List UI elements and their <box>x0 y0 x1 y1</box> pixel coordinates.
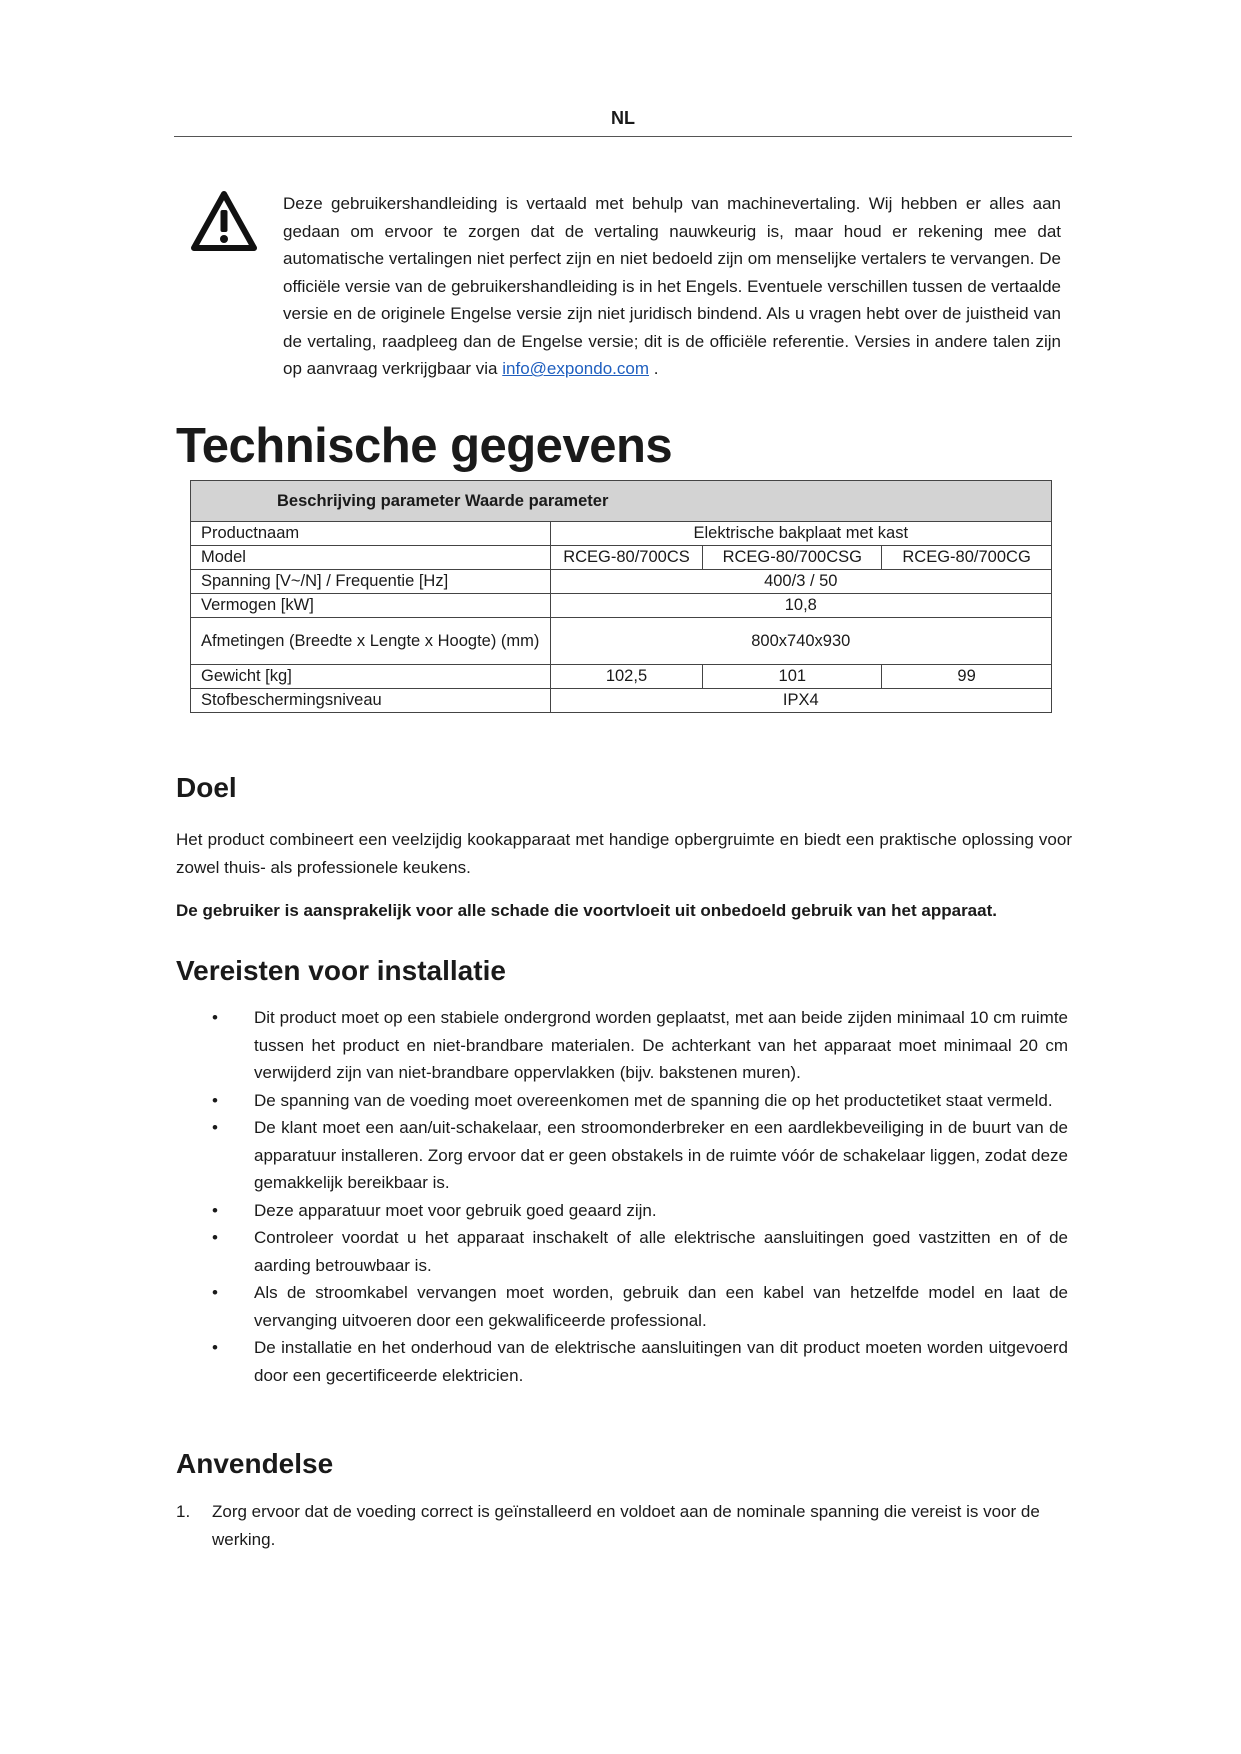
list-item-text: Dit product moet op een stabiele ondergrond worden geplaatst, met aan beide zijden minimaal 10 cm ruimte tussen het product en niet-brandbare materialen. De achterkant van het apparaat moet minimaal 20 cm verwijderd zijn van niet-brandbare oppervlakken (bijv. bakstenen muren). <box>254 1008 1068 1082</box>
list-item-text: De spanning van de voeding moet overeenkomen met de spanning die op het productetiket staat vermeld. <box>254 1090 1053 1110</box>
row-label: Stofbeschermingsniveau <box>191 689 551 713</box>
bullet: • <box>212 1228 218 1247</box>
table-row <box>191 665 1052 689</box>
bullet: • <box>212 1118 218 1137</box>
list-item <box>176 1334 1068 1389</box>
row-value: 400/3 / 50 <box>550 570 1051 594</box>
translation-notice <box>283 190 1061 383</box>
installation-heading: Vereisten voor installatie <box>176 955 506 986</box>
list-number: 1. <box>176 1502 191 1521</box>
row-value: RCEG-80/700CSG <box>703 546 882 570</box>
list-item <box>176 1498 1068 1553</box>
list-item <box>176 1197 1068 1225</box>
row-label: Gewicht [kg] <box>191 665 551 689</box>
warning-icon <box>190 190 258 252</box>
list-item <box>176 1087 1068 1115</box>
technical-data-table <box>190 480 1052 713</box>
row-value: RCEG-80/700CG <box>882 546 1052 570</box>
list-item-text: Deze apparatuur moet voor gebruik goed geaard zijn. <box>254 1200 657 1220</box>
doel-liability-text: De gebruiker is aansprakelijk voor alle schade die voortvloeit uit onbedoeld gebruik van het apparaat. <box>176 901 997 920</box>
row-value: 99 <box>882 665 1052 689</box>
bullet: • <box>212 1338 218 1357</box>
row-value: 800x740x930 <box>550 618 1051 665</box>
row-value: 101 <box>703 665 882 689</box>
row-value: RCEG-80/700CS <box>550 546 703 570</box>
row-label: Spanning [V~/N] / Frequentie [Hz] <box>191 570 551 594</box>
bullet: • <box>212 1090 218 1110</box>
bullet: • <box>212 1200 218 1220</box>
row-value: Elektrische bakplaat met kast <box>550 522 1051 546</box>
table-row <box>191 570 1052 594</box>
list-item <box>176 1224 1068 1279</box>
doel-heading: Doel <box>176 772 237 803</box>
usage-list <box>176 1498 1068 1553</box>
list-item <box>176 1279 1068 1334</box>
row-label: Productnaam <box>191 522 551 546</box>
list-item-text: Als de stroomkabel vervangen moet worden, gebruik dan een kabel van hetzelfde model en laat de vervanging uitvoeren door een gekwalificeerde professional. <box>254 1283 1068 1330</box>
notice-text: Deze gebruikershandleiding is vertaald met behulp van machinevertaling. Wij hebben er alles aan gedaan om ervoor te zorgen dat de vertaling nauwkeurig is, maar houd er rekening mee dat automatische vertalingen niet perfect zijn en niet bedoeld zijn om menselijke vertalers te vervangen. De officiële versie van de gebruikershandleiding is in het Engels. Eventuele verschillen tussen de vertaalde versie en de originele Engelse versie zijn niet juridisch bindend. Als u vragen hebt over de juistheid van de vertaling, raadpleeg dan de Engelse versie; dit is de officiële referentie. Versies in andere talen zijn op aanvraag verkrijgbaar via <box>283 194 1061 378</box>
row-label: Afmetingen (Breedte x Lengte x Hoogte) (mm) <box>191 618 551 665</box>
row-value: 102,5 <box>550 665 703 689</box>
table-row <box>191 689 1052 713</box>
list-item-text: De installatie en het onderhoud van de elektrische aansluitingen van dit product moeten worden uitgevoerd door een gecertificeerde elektricien. <box>254 1338 1068 1385</box>
list-item <box>176 1004 1068 1087</box>
doel-text: Het product combineert een veelzijdig kookapparaat met handige opbergruimte en biedt een praktische oplossing voor zowel thuis- als professionele keukens. <box>176 830 1072 877</box>
list-item-text: De klant moet een aan/uit-schakelaar, een stroomonderbreker en een aardlekbeveiliging in de buurt van de apparatuur installeren. Zorg ervoor dat er geen obstakels in de ruimte vóór de schakelaar liggen, zodat deze gemakkelijk bereikbaar is. <box>254 1118 1068 1192</box>
installation-list <box>176 1004 1068 1389</box>
row-label: Model <box>191 546 551 570</box>
list-item-text: Zorg ervoor dat de voeding correct is geïnstalleerd en voldoet aan de nominale spanning die vereist is voor de werking. <box>212 1502 1040 1549</box>
page-header-language: NL <box>611 108 635 128</box>
row-value: IPX4 <box>550 689 1051 713</box>
notice-end: . <box>653 359 659 378</box>
table-row <box>191 594 1052 618</box>
usage-heading: Anvendelse <box>176 1448 334 1479</box>
table-header-row <box>191 481 1052 522</box>
email-link[interactable]: info@expondo.com <box>502 359 649 378</box>
row-label: Vermogen [kW] <box>191 594 551 618</box>
table-row <box>191 618 1052 665</box>
bullet: • <box>212 1283 218 1302</box>
technical-data-title: Technische gegevens <box>176 419 673 473</box>
list-item <box>176 1114 1068 1197</box>
table-header: Beschrijving parameter Waarde parameter <box>191 481 1052 522</box>
header-divider <box>174 136 1072 137</box>
row-value: 10,8 <box>550 594 1051 618</box>
bullet: • <box>212 1008 218 1027</box>
table-row <box>191 546 1052 570</box>
table-row <box>191 522 1052 546</box>
list-item-text: Controleer voordat u het apparaat inschakelt of alle elektrische aansluitingen goed vastzitten en of de aarding betrouwbaar is. <box>254 1228 1068 1275</box>
